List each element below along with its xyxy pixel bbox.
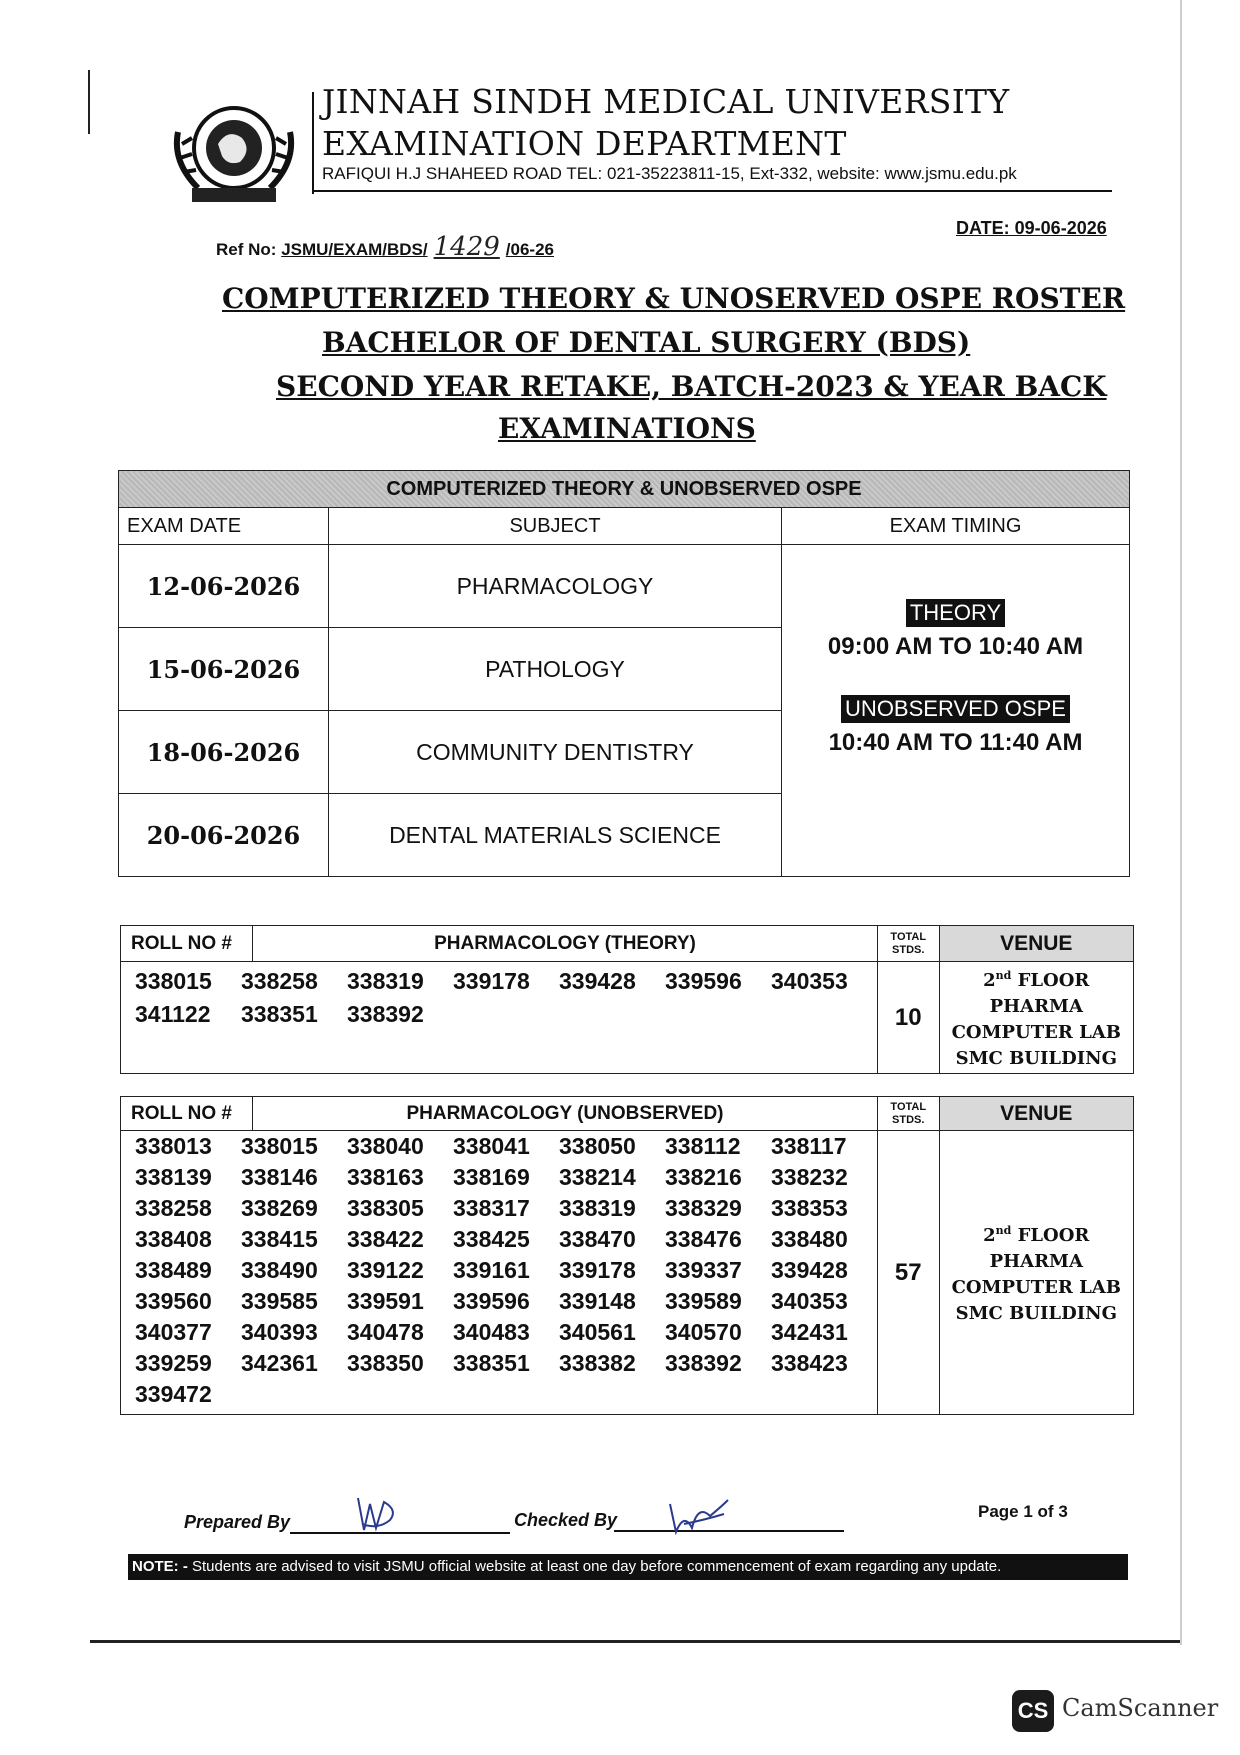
schedule-row	[119, 545, 1130, 628]
roll-number: 338112	[665, 1133, 741, 1159]
roll-number: 338489	[135, 1257, 212, 1283]
note-label: NOTE: -	[132, 1558, 188, 1575]
roll-number: 340393	[241, 1319, 318, 1345]
roll-number: 339337	[665, 1257, 742, 1283]
venue-line: SMC BUILDING	[955, 1303, 1117, 1324]
exam-timing-cell	[782, 545, 1130, 877]
venue-line: COMPUTER LAB	[951, 1277, 1121, 1298]
roll-number: 339428	[559, 968, 636, 994]
roll-number: 338476	[665, 1226, 742, 1252]
venue-line: SMC BUILDING	[955, 1048, 1117, 1069]
roll-number: 338117	[771, 1133, 847, 1159]
roll-number-grid	[135, 968, 877, 1028]
theory-time: 09:00 AM TO 10:40 AM	[827, 632, 1084, 660]
roll-number: 338015	[241, 1133, 318, 1159]
roll-number: 338139	[135, 1164, 212, 1190]
department-name: EXAMINATION DEPARTMENT	[322, 124, 847, 163]
ref-prefix: JSMU/EXAM/BDS/	[281, 240, 428, 259]
roll-number: 342361	[241, 1350, 318, 1376]
camscanner-logo-icon: CS	[1012, 1690, 1054, 1732]
roll-number: 339161	[453, 1257, 530, 1283]
roll-number: 338392	[665, 1350, 742, 1376]
header-divider	[312, 92, 314, 194]
page-number	[978, 1502, 1068, 1522]
exam-date: 15-06-2026	[119, 628, 329, 711]
page-prefix: Page	[978, 1502, 1024, 1521]
ospe-badge: UNOBSERVED OSPE	[841, 695, 1070, 723]
roll-number: 342431	[771, 1319, 848, 1345]
roll-number: 338392	[347, 1001, 424, 1027]
roll-number: 338163	[347, 1164, 424, 1190]
exam-subject: PHARMACOLOGY	[329, 545, 782, 628]
roll-number: 339122	[347, 1257, 424, 1283]
roll-number: 338319	[347, 968, 424, 994]
roll-number: 338408	[135, 1226, 212, 1252]
venue-line: COMPUTER LAB	[951, 1022, 1121, 1043]
roll-number: 339472	[135, 1381, 212, 1407]
roll-number: 338146	[241, 1164, 318, 1190]
venue-floor-suffix: nd	[995, 1224, 1012, 1237]
ref-handwritten-number: 1429	[433, 232, 500, 262]
roll-number: 340478	[347, 1319, 424, 1345]
venue-line: PHARMA	[989, 996, 1083, 1017]
checked-by-label: Checked By	[514, 1510, 618, 1530]
roll-number: 338258	[135, 1195, 212, 1221]
roll-number: 339591	[347, 1288, 424, 1314]
venue-floor-number: 2	[983, 970, 996, 991]
roll-number: 339589	[665, 1288, 742, 1314]
venue-floor-word: FLOOR	[1017, 1225, 1090, 1246]
title-line-4: EXAMINATIONS	[498, 412, 756, 445]
total-students: 57	[878, 1131, 940, 1415]
roll-number: 338353	[771, 1195, 848, 1221]
roll-numbers-cell	[121, 1131, 878, 1415]
venue-floor-number: 2	[983, 1225, 996, 1246]
roll-table-title: PHARMACOLOGY (UNOBSERVED)	[253, 1097, 878, 1131]
roll-number: 338015	[135, 968, 212, 994]
roll-number: 338041	[453, 1133, 530, 1159]
roll-number: 338415	[241, 1226, 318, 1252]
title-line-3: SECOND YEAR RETAKE, BATCH-2023 & YEAR BACK	[276, 370, 1107, 403]
prepared-by-signature-icon	[350, 1490, 410, 1540]
roll-number: 338350	[347, 1350, 424, 1376]
roll-number: 338269	[241, 1195, 318, 1221]
roll-number: 338214	[559, 1164, 636, 1190]
roll-number: 340377	[135, 1319, 212, 1345]
camscanner-watermark: CamScanner	[1062, 1694, 1219, 1722]
exam-subject: DENTAL MATERIALS SCIENCE	[329, 794, 782, 877]
roll-number: 338470	[559, 1226, 636, 1252]
roll-number: 338423	[771, 1350, 848, 1376]
roll-no-header: ROLL NO #	[121, 926, 253, 962]
venue-header: VENUE	[939, 926, 1133, 962]
roll-table-title: PHARMACOLOGY (THEORY)	[253, 926, 878, 962]
roll-number: 340561	[559, 1319, 636, 1345]
ospe-time: 10:40 AM TO 11:40 AM	[828, 728, 1083, 756]
roll-number: 338216	[665, 1164, 742, 1190]
university-name: JINNAH SINDH MEDICAL UNIVERSITY	[322, 82, 1010, 121]
footer-note	[128, 1554, 1128, 1580]
roll-number: 338319	[559, 1195, 636, 1221]
roll-number: 340353	[771, 968, 848, 994]
page-suffix: of 3	[1032, 1502, 1068, 1521]
header-exam-date: EXAM DATE	[119, 508, 329, 545]
roll-number: 338329	[665, 1195, 742, 1221]
roll-number: 339259	[135, 1350, 212, 1376]
exam-date: 20-06-2026	[119, 794, 329, 877]
exam-schedule-table	[118, 470, 1130, 877]
page-bottom-edge	[90, 1640, 1180, 1643]
total-students-header: TOTAL STDS.	[878, 1097, 940, 1131]
reference-number	[216, 232, 554, 262]
roll-number: 338490	[241, 1257, 318, 1283]
venue-floor-suffix: nd	[995, 969, 1012, 982]
exam-date: 12-06-2026	[119, 545, 329, 628]
roll-number: 339596	[453, 1288, 530, 1314]
ref-suffix: /06-26	[505, 240, 554, 259]
exam-date: 18-06-2026	[119, 711, 329, 794]
roll-number: 340483	[453, 1319, 530, 1345]
checked-by-signature-icon	[664, 1494, 734, 1538]
roll-number: 339585	[241, 1288, 318, 1314]
header-exam-timing: EXAM TIMING	[782, 508, 1130, 545]
roll-table-unobserved	[120, 1096, 1134, 1415]
roll-number: 339596	[665, 968, 742, 994]
schedule-banner: COMPUTERIZED THEORY & UNOBSERVED OSPE	[119, 471, 1130, 508]
roll-number: 338169	[453, 1164, 530, 1190]
roll-number-grid	[135, 1133, 877, 1408]
roll-number: 339178	[559, 1257, 636, 1283]
header-underline	[312, 190, 1112, 192]
university-address: RAFIQUI H.J SHAHEED ROAD TEL: 021-35223811-15, Ext-332, website: www.jsmu.edu.pk	[322, 164, 1017, 183]
roll-number: 338050	[559, 1133, 636, 1159]
venue	[939, 962, 1133, 1074]
roll-number: 338382	[559, 1350, 636, 1376]
venue-floor-word: FLOOR	[1017, 970, 1090, 991]
roll-number: 338232	[771, 1164, 848, 1190]
page-current: 1	[1023, 1502, 1033, 1521]
roll-number: 341122	[135, 1001, 211, 1027]
theory-badge: THEORY	[906, 599, 1005, 627]
roll-number: 338351	[241, 1001, 318, 1027]
roll-number: 339428	[771, 1257, 848, 1283]
roll-number: 338425	[453, 1226, 530, 1252]
roll-no-header: ROLL NO #	[121, 1097, 253, 1131]
roll-number: 339560	[135, 1288, 212, 1314]
total-students: 10	[878, 962, 940, 1074]
note-text: Students are advised to visit JSMU official website at least one day before commencement of exam regarding any update.	[187, 1558, 1002, 1575]
roll-number: 340570	[665, 1319, 742, 1345]
page-edge-mark	[88, 70, 90, 134]
roll-number: 338351	[453, 1350, 530, 1376]
prepared-by-label: Prepared By	[184, 1512, 291, 1532]
venue-header: VENUE	[939, 1097, 1133, 1131]
exam-subject: COMMUNITY DENTISTRY	[329, 711, 782, 794]
total-students-header: TOTAL STDS.	[878, 926, 940, 962]
roll-number: 339178	[453, 968, 530, 994]
document-date: DATE: 09-06-2026	[956, 218, 1107, 238]
title-line-2: BACHELOR OF DENTAL SURGERY (BDS)	[322, 326, 971, 359]
title-line-1: COMPUTERIZED THEORY & UNOSERVED OSPE ROSTER	[222, 282, 1126, 315]
university-seal-icon	[168, 92, 300, 210]
roll-number: 339148	[559, 1288, 636, 1314]
roll-numbers-cell	[121, 962, 878, 1074]
roll-number: 338480	[771, 1226, 848, 1252]
ref-label: Ref No:	[216, 240, 277, 259]
roll-number: 338317	[453, 1195, 530, 1221]
roll-number: 340353	[771, 1288, 848, 1314]
roll-number: 338305	[347, 1195, 424, 1221]
venue-line: PHARMA	[989, 1251, 1083, 1272]
venue	[939, 1131, 1133, 1415]
roll-number: 338422	[347, 1226, 424, 1252]
roll-number: 338013	[135, 1133, 212, 1159]
header-subject: SUBJECT	[329, 508, 782, 545]
roll-number: 338258	[241, 968, 318, 994]
exam-subject: PATHOLOGY	[329, 628, 782, 711]
page-edge-right	[1180, 0, 1182, 1645]
roll-table-theory	[120, 925, 1134, 1074]
roll-number: 338040	[347, 1133, 424, 1159]
